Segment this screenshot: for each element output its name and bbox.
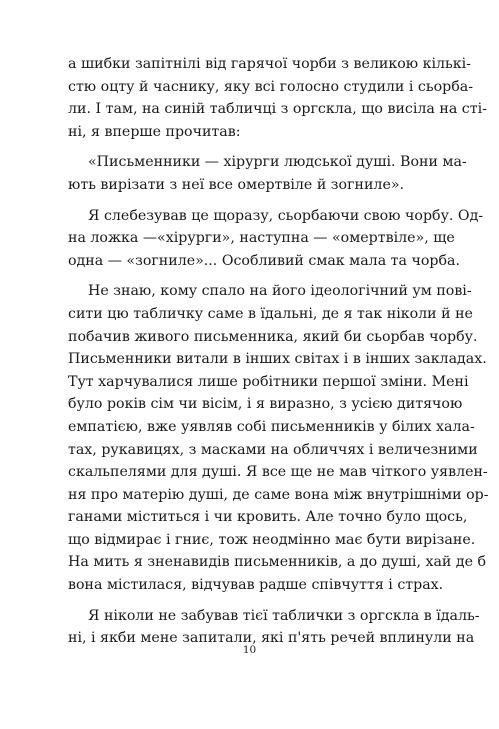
text-line: сити цю табличку саме в їдальні, де я так ніколи й не: [68, 305, 473, 322]
text-line: тах, рукавицях, з масками на обличчях і величезними: [68, 441, 478, 458]
text-line: ють вирізати з неї все омертвіле й зогниле».: [68, 176, 405, 193]
text-line: на ложка —«хірурги», наступна — «омертвіле», ще: [68, 230, 455, 247]
text-line: емпатією, вже уявляв собі письменників у білих хала-: [68, 418, 475, 435]
text-line: Не знаю, кому спало на його ідеологічний ум пові-: [88, 283, 472, 300]
text-line: ганами міститься і чи кровить. Але точно було щось,: [68, 509, 468, 526]
text-line: Письменники витали в інших світах і в інших закладах.: [68, 351, 487, 368]
text-line: На мить я зненавидів письменників, а до душі, хай де б: [68, 554, 487, 571]
text-line: Тут харчувалися лише робітники першої зміни. Мені: [68, 373, 469, 390]
text-line: ні, і якби мене запитали, які п'ять речей вплинули на: [68, 630, 475, 647]
text-line: стю оцту й часнику, яку всі голосно студили і сьорба-: [68, 78, 474, 95]
text-line: ні, я вперше прочитав:: [68, 123, 241, 140]
text-line: скальпелями для душі. Я все ще не мав чіткого уявлен-: [68, 464, 488, 481]
text-line: «Письменники — хірурги людської душі. Вони ма-: [88, 154, 467, 171]
text-line: Я слебезував це щоразу, сьорбаючи свою чорбу. Од-: [88, 207, 484, 224]
text-line: що відмирає і гниє, тож неодмінно має бути вирізане.: [68, 531, 476, 548]
text-line: ли. І там, на синій табличці з оргскла, що висіла на сті-: [68, 101, 487, 118]
body-text: [68, 53, 489, 650]
text-line: побачив живого письменника, який би сьорбав чорбу.: [68, 328, 478, 345]
page-number: 10: [242, 644, 257, 656]
text-line: Я ніколи не забував тієї таблички з оргскла в їдаль-: [88, 607, 480, 624]
text-line: одна — «зогниле»... Особливий смак мала та чорба.: [68, 252, 460, 269]
text-line: вона містилася, відчував радше співчуття і страх.: [68, 577, 444, 594]
text-line: ня про матерію душі, де саме вона між внутрішніми ор-: [68, 486, 489, 503]
text-line: а шибки запітнілі від гарячої чорби з великою кількі-: [68, 56, 471, 72]
text-line: було років сім чи вісім, і я виразно, з усією дитячою: [68, 396, 463, 413]
